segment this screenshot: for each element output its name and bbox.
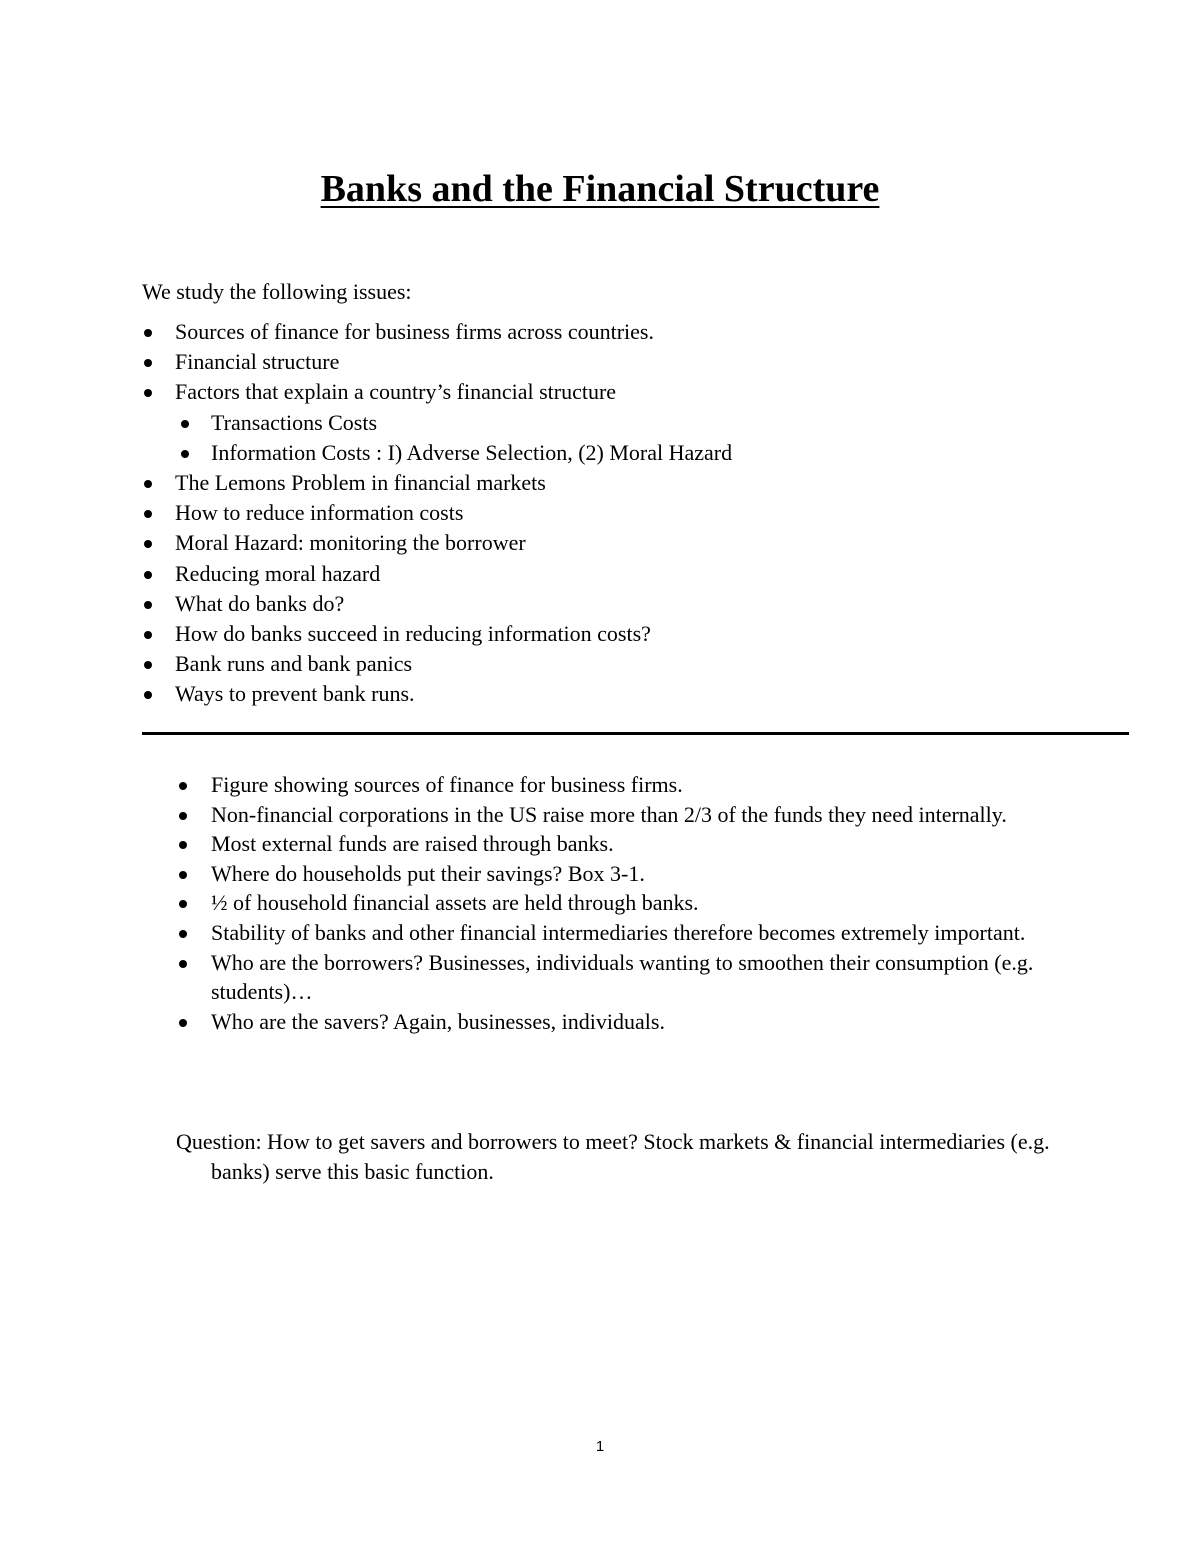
intro-text: We study the following issues:	[142, 279, 412, 304]
page-title-text: Banks and the Financial Structure	[320, 168, 880, 210]
topic-item: Ways to prevent bank runs.	[142, 679, 732, 709]
topic-item: What do banks do?	[142, 589, 732, 619]
topic-item: How do banks succeed in reducing information costs?	[142, 619, 732, 649]
topic-subitem: Transactions Costs	[142, 408, 732, 438]
page-number: 1	[595, 1438, 605, 1455]
fact-item: Most external funds are raised through banks.	[176, 829, 1086, 859]
topic-item: Financial structure	[142, 347, 732, 377]
topic-item: How to reduce information costs	[142, 498, 732, 528]
fact-item: Who are the savers? Again, businesses, individuals.	[176, 1007, 1086, 1037]
section-divider	[142, 732, 1129, 735]
topic-item: Sources of finance for business firms across countries.	[142, 317, 732, 347]
fact-item: Stability of banks and other financial intermediaries therefore becomes extremely important.	[176, 918, 1086, 948]
topic-item: Bank runs and bank panics	[142, 649, 732, 679]
topic-item: The Lemons Problem in financial markets	[142, 468, 732, 498]
question-paragraph: Question: How to get savers and borrowers to meet? Stock markets & financial intermediaries (e.g. banks) serve this basic function.	[176, 1129, 1050, 1184]
facts-list	[176, 770, 1086, 1036]
fact-item: ½ of household financial assets are held through banks.	[176, 888, 1086, 918]
topic-subitem: Information Costs : I) Adverse Selection, (2) Moral Hazard	[142, 438, 732, 468]
topic-item: Moral Hazard: monitoring the borrower	[142, 528, 732, 558]
fact-item: Where do households put their savings? Box 3-1.	[176, 859, 1086, 889]
fact-item: Who are the borrowers? Businesses, individuals wanting to smoothen their consumption (e.g. students)…	[176, 948, 1086, 1007]
fact-item: Non-financial corporations in the US raise more than 2/3 of the funds they need internally.	[176, 800, 1086, 830]
topics-list	[142, 317, 732, 710]
topic-item: Factors that explain a country’s financial structure	[142, 377, 732, 407]
page-title	[0, 164, 1200, 214]
fact-item: Figure showing sources of finance for business firms.	[176, 770, 1086, 800]
topic-item: Reducing moral hazard	[142, 559, 732, 589]
